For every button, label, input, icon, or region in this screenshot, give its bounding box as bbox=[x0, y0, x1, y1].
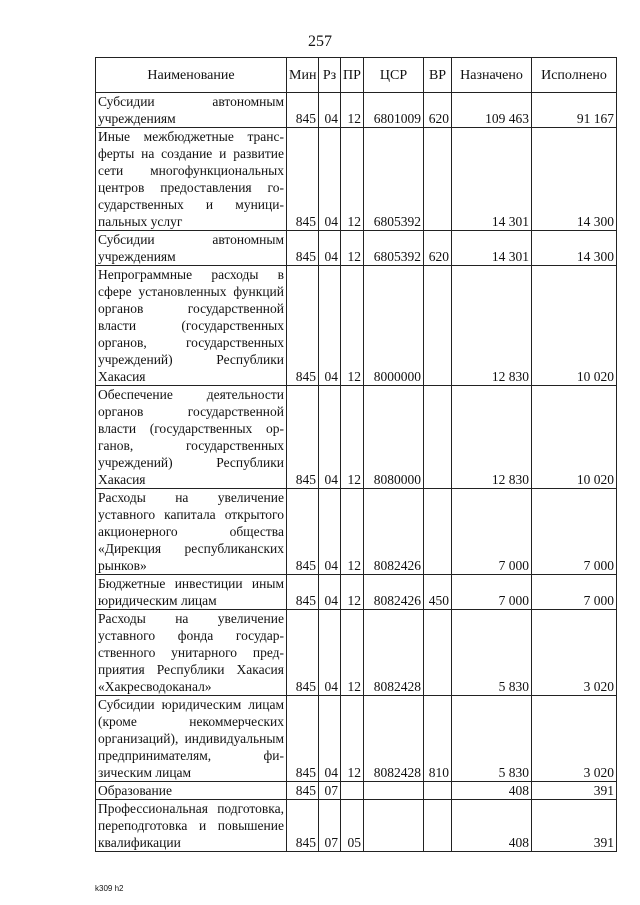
cell-min: 845 bbox=[287, 696, 319, 782]
cell-executed: 391 bbox=[532, 800, 617, 852]
cell-min: 845 bbox=[287, 610, 319, 696]
cell-rz: 04 bbox=[319, 266, 341, 386]
cell-planned: 14 301 bbox=[452, 231, 532, 266]
cell-pr: 12 bbox=[341, 386, 364, 489]
cell-planned: 7 000 bbox=[452, 489, 532, 575]
cell-name: Иные межбюджетные трансферты на создание и развитие сети многофункциональных центров предоставления государственных и муниципальных услуг bbox=[96, 128, 287, 231]
cell-vr bbox=[424, 610, 452, 696]
cell-executed: 7 000 bbox=[532, 489, 617, 575]
cell-vr bbox=[424, 266, 452, 386]
cell-rz: 04 bbox=[319, 489, 341, 575]
page-number: 257 bbox=[308, 33, 332, 50]
cell-planned: 5 830 bbox=[452, 696, 532, 782]
header-executed: Исполнено bbox=[532, 58, 617, 93]
cell-csr: 6801009 bbox=[364, 93, 424, 128]
cell-name: Образование bbox=[96, 782, 287, 800]
cell-pr: 12 bbox=[341, 93, 364, 128]
cell-executed: 3 020 bbox=[532, 696, 617, 782]
cell-name: Обеспечение деятельности органов государственной власти (государственных органов, государственных учреждений) Республики Хакасия bbox=[96, 386, 287, 489]
cell-executed: 391 bbox=[532, 782, 617, 800]
cell-csr: 8082426 bbox=[364, 489, 424, 575]
table-row bbox=[96, 128, 617, 231]
header-csr: ЦСР bbox=[364, 58, 424, 93]
cell-vr bbox=[424, 386, 452, 489]
cell-csr: 8082428 bbox=[364, 610, 424, 696]
cell-planned: 408 bbox=[452, 800, 532, 852]
cell-pr bbox=[341, 782, 364, 800]
cell-vr: 620 bbox=[424, 231, 452, 266]
cell-rz: 04 bbox=[319, 93, 341, 128]
cell-name: Непрограммные расходы в сфере установленных функций органов государственной власти (государственных органов, государственных учреждений) Республики Хакасия bbox=[96, 266, 287, 386]
cell-name: Профессиональная подготовка, переподготовка и повышение квалификации bbox=[96, 800, 287, 852]
cell-min: 845 bbox=[287, 782, 319, 800]
cell-vr bbox=[424, 782, 452, 800]
header-pr: ПР bbox=[341, 58, 364, 93]
cell-rz: 04 bbox=[319, 696, 341, 782]
cell-rz: 04 bbox=[319, 575, 341, 610]
cell-min: 845 bbox=[287, 800, 319, 852]
cell-min: 845 bbox=[287, 575, 319, 610]
cell-planned: 7 000 bbox=[452, 575, 532, 610]
cell-executed: 10 020 bbox=[532, 266, 617, 386]
cell-executed: 3 020 bbox=[532, 610, 617, 696]
cell-pr: 12 bbox=[341, 696, 364, 782]
cell-planned: 408 bbox=[452, 782, 532, 800]
cell-rz: 04 bbox=[319, 386, 341, 489]
cell-pr: 12 bbox=[341, 489, 364, 575]
cell-planned: 12 830 bbox=[452, 386, 532, 489]
budget-table bbox=[95, 57, 617, 852]
cell-min: 845 bbox=[287, 231, 319, 266]
cell-executed: 10 020 bbox=[532, 386, 617, 489]
table-row bbox=[96, 610, 617, 696]
cell-csr: 8082426 bbox=[364, 575, 424, 610]
cell-executed: 91 167 bbox=[532, 93, 617, 128]
table-row bbox=[96, 782, 617, 800]
cell-pr: 12 bbox=[341, 575, 364, 610]
cell-csr bbox=[364, 800, 424, 852]
table-row bbox=[96, 489, 617, 575]
cell-pr: 12 bbox=[341, 610, 364, 696]
cell-min: 845 bbox=[287, 128, 319, 231]
header-planned: Назначено bbox=[452, 58, 532, 93]
cell-min: 845 bbox=[287, 386, 319, 489]
cell-executed: 7 000 bbox=[532, 575, 617, 610]
cell-executed: 14 300 bbox=[532, 231, 617, 266]
header-min: Мин bbox=[287, 58, 319, 93]
cell-min: 845 bbox=[287, 93, 319, 128]
cell-vr: 450 bbox=[424, 575, 452, 610]
header-row bbox=[96, 58, 617, 93]
cell-rz: 04 bbox=[319, 610, 341, 696]
table-row bbox=[96, 575, 617, 610]
cell-rz: 07 bbox=[319, 800, 341, 852]
cell-name: Бюджетные инвестиции иным юридическим лицам bbox=[96, 575, 287, 610]
cell-min: 845 bbox=[287, 266, 319, 386]
cell-planned: 5 830 bbox=[452, 610, 532, 696]
table-row bbox=[96, 696, 617, 782]
cell-name: Расходы на увеличение уставного капитала открытого акционерного общества «Дирекция республиканских рынков» bbox=[96, 489, 287, 575]
cell-csr bbox=[364, 782, 424, 800]
cell-csr: 8080000 bbox=[364, 386, 424, 489]
table-row bbox=[96, 93, 617, 128]
table-row bbox=[96, 231, 617, 266]
table-row bbox=[96, 266, 617, 386]
cell-name: Субсидии автономным учреждениям bbox=[96, 93, 287, 128]
cell-csr: 6805392 bbox=[364, 128, 424, 231]
table-row bbox=[96, 386, 617, 489]
cell-pr: 12 bbox=[341, 231, 364, 266]
cell-planned: 14 301 bbox=[452, 128, 532, 231]
cell-planned: 109 463 bbox=[452, 93, 532, 128]
header-vr: ВР bbox=[424, 58, 452, 93]
cell-vr bbox=[424, 800, 452, 852]
cell-csr: 6805392 bbox=[364, 231, 424, 266]
cell-name: Субсидии юридическим лицам (кроме некоммерческих организаций), индивидуальным предпринимателям, физическим лицам bbox=[96, 696, 287, 782]
cell-vr bbox=[424, 489, 452, 575]
cell-rz: 04 bbox=[319, 128, 341, 231]
header-name: Наименование bbox=[96, 58, 287, 93]
cell-csr: 8082428 bbox=[364, 696, 424, 782]
cell-pr: 05 bbox=[341, 800, 364, 852]
cell-name: Расходы на увеличение уставного фонда государственного унитарного предприятия Республики Хакасия «Хакресводоканал» bbox=[96, 610, 287, 696]
cell-vr: 810 bbox=[424, 696, 452, 782]
cell-pr: 12 bbox=[341, 266, 364, 386]
cell-rz: 04 bbox=[319, 231, 341, 266]
cell-pr: 12 bbox=[341, 128, 364, 231]
cell-name: Субсидии автономным учреждениям bbox=[96, 231, 287, 266]
cell-rz: 07 bbox=[319, 782, 341, 800]
cell-csr: 8000000 bbox=[364, 266, 424, 386]
cell-planned: 12 830 bbox=[452, 266, 532, 386]
cell-min: 845 bbox=[287, 489, 319, 575]
cell-vr bbox=[424, 128, 452, 231]
cell-vr: 620 bbox=[424, 93, 452, 128]
header-rz: Рз bbox=[319, 58, 341, 93]
table-row bbox=[96, 800, 617, 852]
cell-executed: 14 300 bbox=[532, 128, 617, 231]
footer-code: k309 h2 bbox=[95, 884, 124, 893]
